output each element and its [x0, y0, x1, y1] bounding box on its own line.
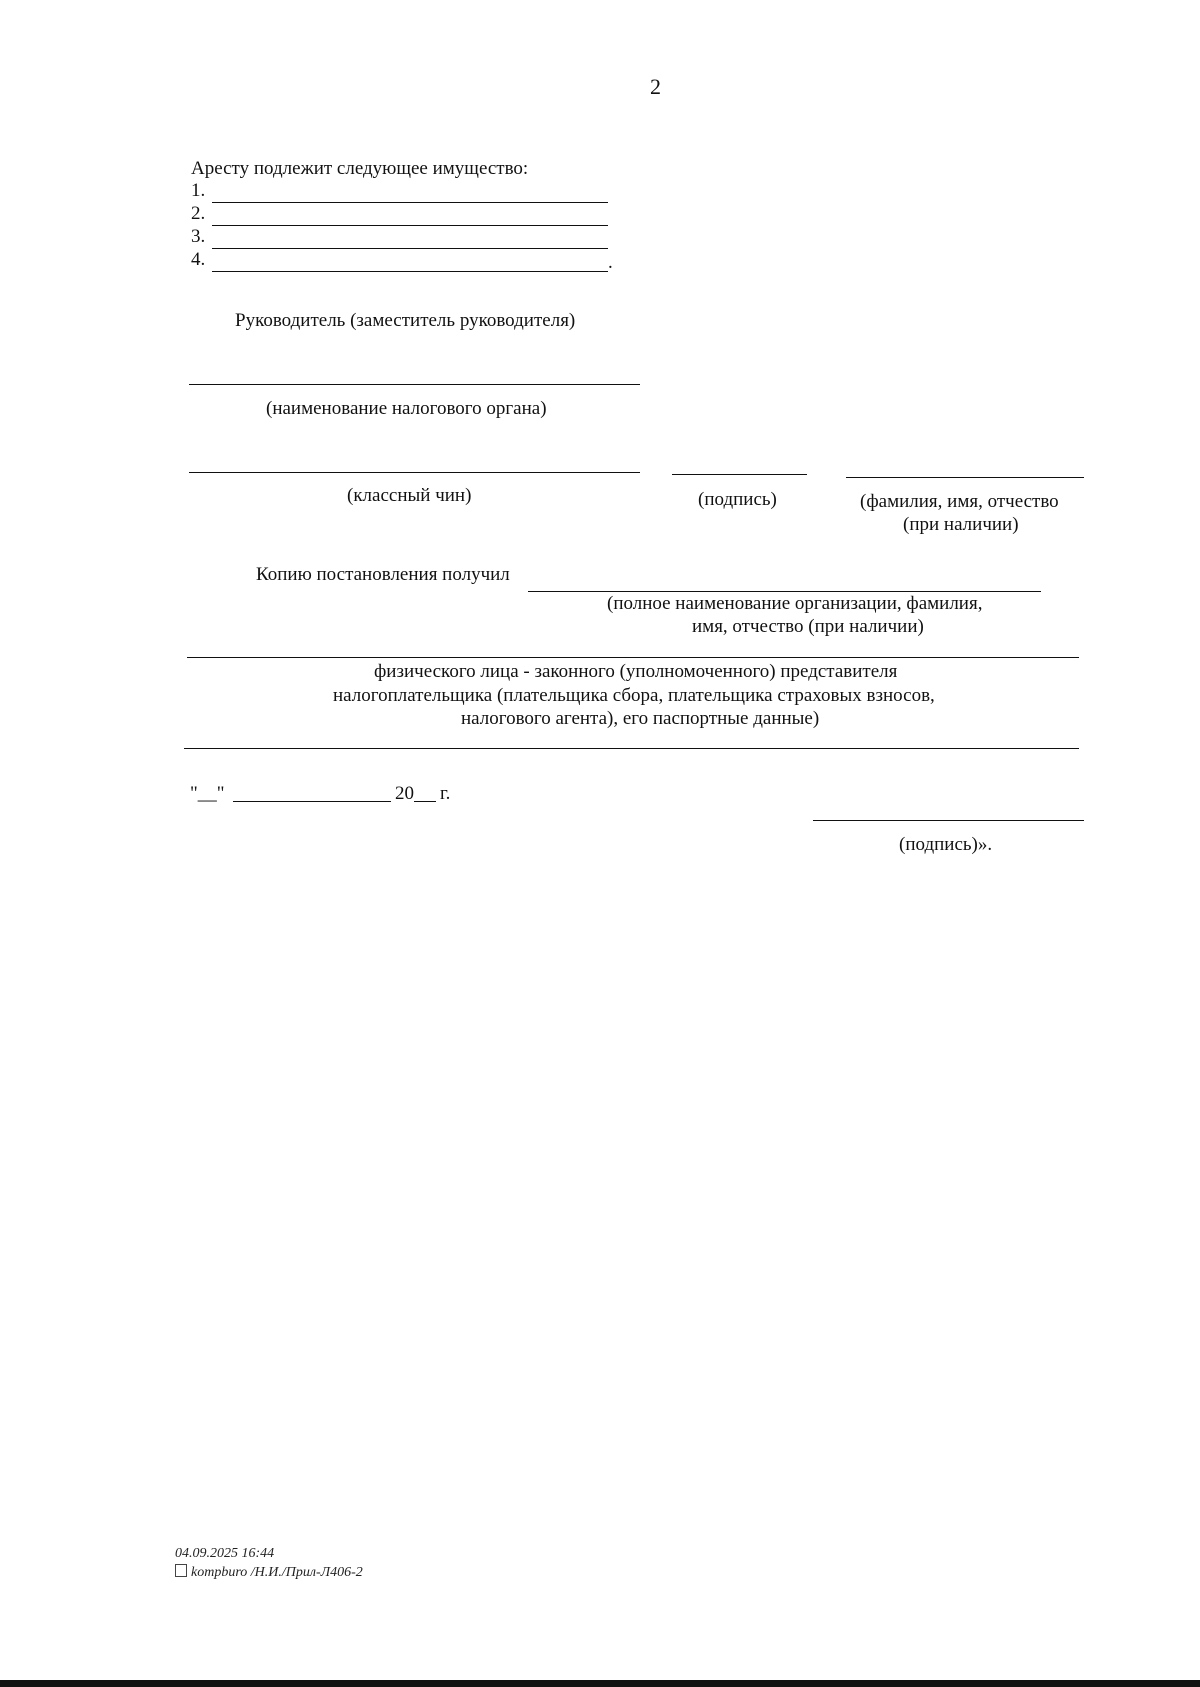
recipient-line-3[interactable] — [184, 748, 1079, 749]
checkbox-icon — [175, 1564, 187, 1577]
property-item-2-line[interactable] — [212, 225, 608, 226]
head-title: Руководитель (заместитель руководителя) — [235, 310, 576, 331]
scan-bottom-edge — [0, 1680, 1200, 1687]
full-name-line[interactable] — [846, 477, 1084, 478]
property-item-4-end: . — [608, 252, 613, 273]
tax-authority-line[interactable] — [189, 384, 640, 385]
copy-received-caption-line5: налогового агента), его паспортные данные) — [461, 708, 820, 729]
signature-line[interactable] — [672, 474, 807, 475]
page-number: 2 — [650, 74, 661, 99]
property-heading: Аресту подлежит следующее имущество: — [191, 158, 529, 179]
signature-caption: (подпись) — [698, 489, 777, 510]
copy-received-caption-line2: имя, отчество (при наличии) — [692, 616, 924, 637]
property-item-1-line[interactable] — [212, 202, 608, 203]
full-name-caption-line2: (при наличии) — [903, 514, 1019, 535]
footer-path-text: kompburo /Н.И./Прил-Л406-2 — [191, 1565, 363, 1580]
footer-timestamp: 04.09.2025 16:44 — [175, 1546, 275, 1561]
final-signature-line[interactable] — [813, 820, 1084, 821]
copy-received-label: Копию постановления получил — [256, 564, 510, 585]
property-item-2-number: 2. — [191, 203, 206, 224]
copy-received-caption-line1: (полное наименование организации, фамилия, — [607, 593, 983, 614]
rank-caption: (классный чин) — [347, 485, 472, 506]
date-year-line[interactable] — [414, 801, 436, 802]
property-item-4-line[interactable] — [212, 271, 608, 272]
recipient-line-2[interactable] — [187, 657, 1079, 658]
date-day-quotes: "__" — [190, 783, 225, 804]
footer-path — [175, 1564, 363, 1582]
date-year-prefix: 20 — [395, 783, 414, 804]
property-item-3-number: 3. — [191, 226, 206, 247]
property-item-3-line[interactable] — [212, 248, 608, 249]
copy-received-caption-line4: налогоплательщика (плательщика сбора, плательщика страховых взносов, — [333, 685, 935, 706]
tax-authority-caption: (наименование налогового органа) — [266, 398, 547, 419]
date-month-line[interactable] — [233, 801, 391, 802]
final-signature-caption: (подпись)». — [899, 834, 993, 855]
date-year-suffix: г. — [440, 783, 451, 804]
property-item-4-number: 4. — [191, 249, 206, 270]
copy-received-line[interactable] — [528, 591, 1041, 592]
property-item-1-number: 1. — [191, 180, 206, 201]
full-name-caption-line1: (фамилия, имя, отчество — [860, 491, 1059, 512]
copy-received-caption-line3: физического лица - законного (уполномоченного) представителя — [374, 661, 898, 682]
rank-line[interactable] — [189, 472, 640, 473]
